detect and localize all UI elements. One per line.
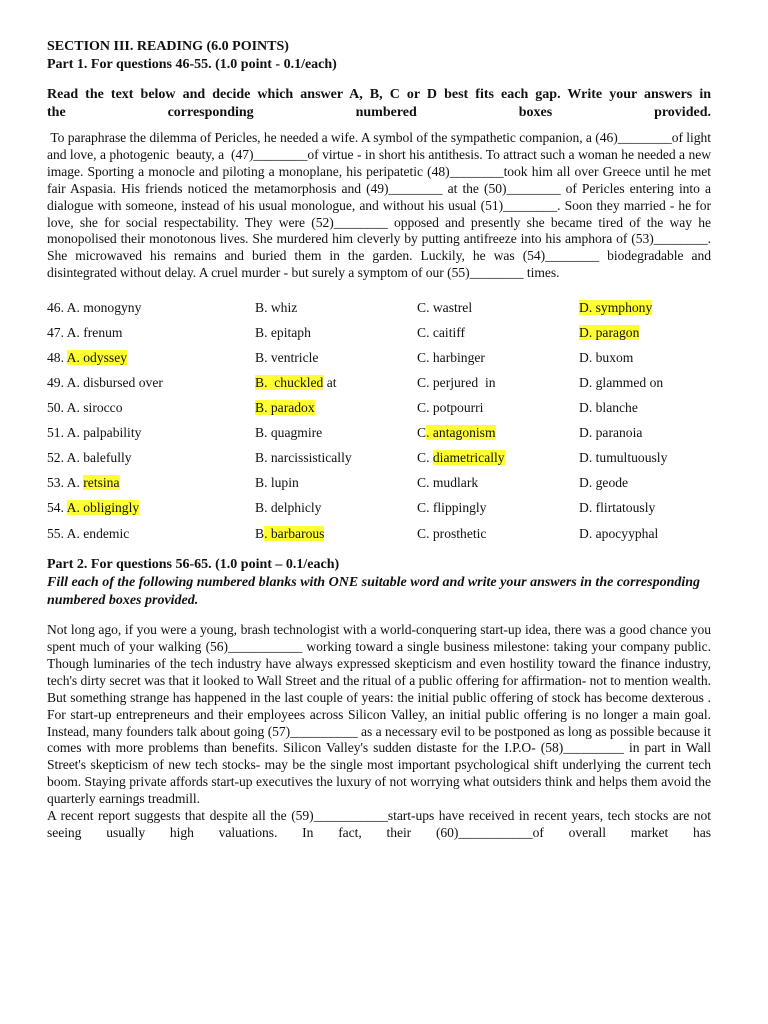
answer-options-table <box>47 295 711 546</box>
option-a: 52. A. balefully <box>47 450 132 466</box>
answer-row <box>47 345 711 370</box>
option-a: 47. A. frenum <box>47 324 123 340</box>
option-a: 55. A. endemic <box>47 525 130 541</box>
part1-instruction-line1: Read the text below and decide which answer A, B, C or D best fits each gap. Write your answers in <box>47 87 711 102</box>
option-d: D. flirtatously <box>579 500 656 516</box>
option-b: B. narcissistically <box>255 450 352 466</box>
part1-title: Part 1. For questions 46-55. (1.0 point - 0.1/each) <box>47 57 337 72</box>
option-d: D. glammed on <box>579 374 664 390</box>
option-b: B. delphicly <box>255 500 322 516</box>
option-d: D. blanche <box>579 400 638 416</box>
answer-row <box>47 396 711 421</box>
answer-row <box>47 295 711 320</box>
option-a: 54. A. obligingly <box>47 500 140 516</box>
option-c: C. prosthetic <box>417 525 487 541</box>
option-a: 50. A. sirocco <box>47 400 123 416</box>
option-b: B. ventricle <box>255 349 319 365</box>
option-c: C. mudlark <box>417 475 479 491</box>
option-c: C. flippingly <box>417 500 487 516</box>
option-d: D. geode <box>579 475 629 491</box>
option-c: C. wastrel <box>417 299 473 315</box>
part1-passage: To paraphrase the dilemma of Pericles, he needed a wife. A symbol of the sympathetic companion, a (46)________of light and love, a photogenic beauty, a (47)________of virtue - in short his antithesis. To attract such a woman he needed a new image. Sporting a monocle and piloting a monoplane, his peripatetic (48)________took him all over Greece until he met fair Aspasia. His friends noticed the metamorphosis and (49)________ at the (50)________ of Pericles entering into a dialogue with someone, instead of his usual monologue, and without his usual (51)________. Soon they married - he for love, she for social respectability. They were (52)________ opposed and presently she became tired of the way he monopolised their monotonous lives. She murdered him cleverly by putting antifreeze into his amphora of (53)________. She microwaved his remains and buried them in the garden. Luckily, he was (54)________ biodegradable and disintegrated without delay. A cruel murder - but surely a symptom of our (55)________ times. <box>47 130 715 281</box>
option-b: B. quagmire <box>255 425 323 441</box>
part2-section <box>47 556 711 842</box>
option-d: D. tumultuously <box>579 450 668 466</box>
option-c: C. potpourri <box>417 400 484 416</box>
part1-instruction-line2: the corresponding numbered boxes provided. <box>47 105 711 120</box>
option-b: B. lupin <box>255 475 299 491</box>
document-page <box>47 38 715 842</box>
answer-row <box>47 471 711 496</box>
option-d: D. apocyyphal <box>579 525 659 541</box>
option-a: 53. A. retsina <box>47 475 120 491</box>
answer-row <box>47 521 711 546</box>
answer-row <box>47 421 711 446</box>
part2-paragraph-2: A recent report suggests that despite all the (59)___________start-ups have received in recent years, tech stocks are not seeing usually high valuations. In fact, their (60)___________of overall market has <box>47 808 711 840</box>
option-c: C. antagonism <box>417 425 496 441</box>
option-a: 46. A. monogyny <box>47 299 142 315</box>
answer-row <box>47 370 711 395</box>
option-c: C. harbinger <box>417 349 485 365</box>
option-d: D. symphony <box>579 299 653 315</box>
part1-instruction <box>47 86 711 122</box>
option-c: C. perjured in <box>417 374 496 390</box>
option-b: B. paradox <box>255 400 315 416</box>
part2-passage <box>47 622 711 842</box>
answer-row <box>47 320 711 345</box>
option-d: D. paragon <box>579 324 640 340</box>
option-b: B. epitaph <box>255 324 311 340</box>
option-c: C. caitiff <box>417 324 466 340</box>
answer-row <box>47 496 711 521</box>
option-d: D. paranoia <box>579 425 643 441</box>
option-a: 51. A. palpability <box>47 425 142 441</box>
part2-instruction: Fill each of the following numbered blanks with ONE suitable word and write your answers in the corresponding numbered boxes provided. <box>47 575 701 609</box>
option-b: B. barbarous <box>255 525 325 541</box>
part2-title: Part 2. For questions 56-65. (1.0 point – 0.1/each) <box>47 557 340 573</box>
option-a: 48. A. odyssey <box>47 349 128 365</box>
answer-row <box>47 446 711 471</box>
option-a: 49. A. disbursed over <box>47 374 163 390</box>
option-b: B. chuckled at <box>255 374 337 390</box>
option-d: D. buxom <box>579 349 634 365</box>
section-title: SECTION III. READING (6.0 POINTS) <box>47 39 289 54</box>
part2-paragraph-1: Not long ago, if you were a young, brash technologist with a world-conquering start-up idea, there was a good chance you spent much of your walking (56)___________ working toward a single business milestone: taking your company public. Though luminaries of the tech industry have always expressed skepticism and even hostility toward the finance industry, tech's dirty secret was that it looked to Wall Street and the ritual of a public offering for affirmation- not to mention wealth. But something strange has happened in the last couple of years: the initial public offering of stock has become dexterous . For start-up entrepreneurs and their employees across Silicon Valley, an initial public offering is no longer a main goal. Instead, many founders talk about going (57)__________ as a necessary evil to be postponed as long as possible because it comes with more problems than benefits. Silicon Valley's sudden distaste for the I.P.O- (58)_________ in part in Wall Street's skepticism of new tech stocks- may be the single most important psychological shift underlying the current tech boom. Staying private affords start-up executives the luxury of not worrying what outsiders think and helps them avoid the quarterly earnings treadmill. <box>47 622 711 807</box>
option-c: C. diametrically <box>417 450 505 466</box>
option-b: B. whiz <box>255 299 298 315</box>
